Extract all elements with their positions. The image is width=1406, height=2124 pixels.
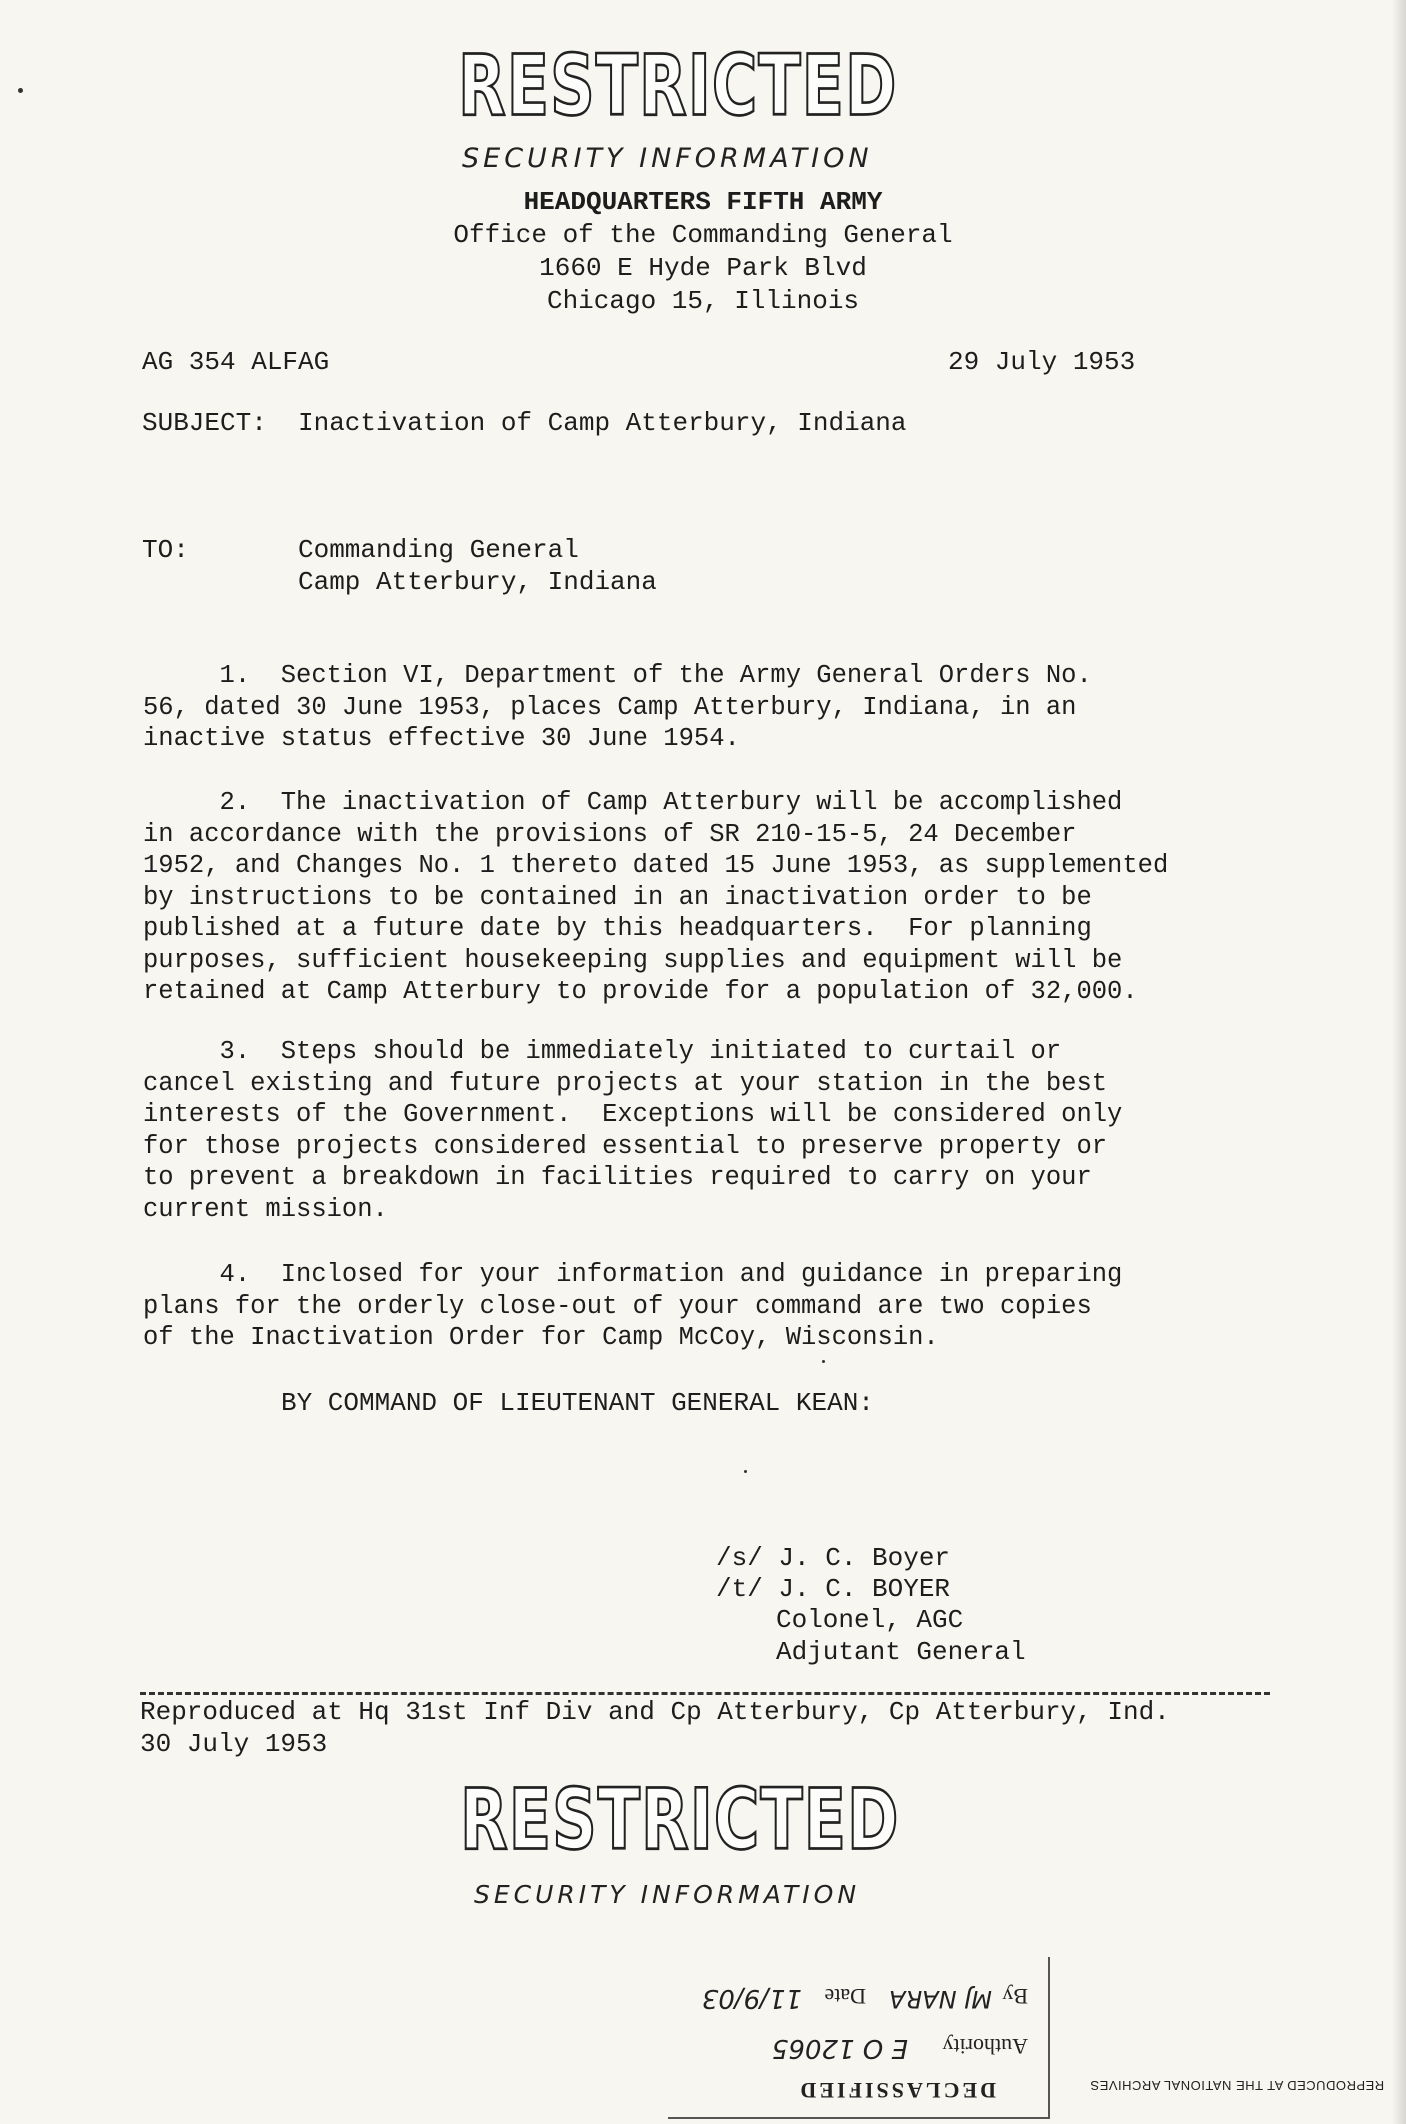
paragraph-4: 4. Inclosed for your information and guidance in preparing plans for the orderly close-out of your command are two copies of the Inactivation Order for Camp McCoy, Wisconsin. — [143, 1260, 1123, 1352]
file-reference: AG 354 ALFAG — [142, 347, 330, 377]
letterhead-hq: HEADQUARTERS FIFTH ARMY — [523, 187, 883, 217]
paragraph-2: 2. The inactivation of Camp Atterbury will be accomplished in accordance with the provisions of SR 210-15-5, 24 December 1952, and Changes No. 1 thereto dated 15 June 1953, as supplemented by instructions to be contained in an inactivation order to be published at a future date by this headquarters. For planning purposes, sufficient housekeeping supplies and equipment will be retained at Camp Atterbury to provide for a population of 32,000. — [143, 788, 1169, 1006]
to-addressee: Commanding General — [298, 535, 579, 565]
security-information-handwritten-top: SECURITY INFORMATION — [462, 143, 873, 174]
to-label: TO: — [142, 535, 189, 565]
signature-title: Adjutant General — [776, 1637, 1026, 1667]
subject-text: Inactivation of Camp Atterbury, Indiana — [298, 408, 907, 438]
date-value: 11/9/03 — [701, 1983, 802, 2013]
declassified-title: DECLASSIFIED — [797, 2078, 996, 2103]
reproduction-date: 30 July 1953 — [140, 1729, 328, 1759]
scan-speck — [822, 1360, 825, 1363]
letterhead-address: 1660 E Hyde Park Blvd — [539, 253, 867, 283]
signature-typed: /t/ J. C. BOYER — [716, 1574, 951, 1604]
signature-signed: /s/ J. C. Boyer — [716, 1543, 951, 1573]
by-label: By — [1002, 1984, 1028, 2009]
subject-label: SUBJECT: — [142, 408, 267, 438]
letterhead-city: Chicago 15, Illinois — [546, 286, 860, 316]
by-command-line: BY COMMAND OF LIEUTENANT GENERAL KEAN: — [281, 1388, 874, 1418]
reproduction-note: Reproduced at Hq 31st Inf Div and Cp Atterbury, Cp Atterbury, Ind. — [140, 1697, 1170, 1727]
security-information-handwritten-bottom: SECURITY INFORMATION — [474, 1880, 861, 1909]
paragraph-3: 3. Steps should be immediately initiated to curtail or cancel existing and future projects at your station in the best interests of the Government. Exceptions will be considered only for those projects considered essential to preserve property or to prevent a breakdown in facilities required to carry on your current mission. — [143, 1037, 1123, 1224]
declassified-stamp — [668, 1957, 1050, 2119]
national-archives-note: REPRODUCED AT THE NATIONAL ARCHIVES — [1090, 2078, 1385, 2093]
to-location: Camp Atterbury, Indiana — [298, 567, 657, 597]
scan-speck — [744, 1470, 747, 1473]
by-value: MJ NARA — [889, 1985, 992, 2013]
signature-rank: Colonel, AGC — [776, 1605, 964, 1635]
letterhead-office: Office of the Commanding General — [453, 220, 953, 250]
paragraph-1: 1. Section VI, Department of the Army General Orders No. 56, dated 30 June 1953, places Camp Atterbury, Indiana, in an inactive status effective 30 June 1954. — [143, 661, 1092, 753]
restricted-stamp-bottom: RESTRICTED — [460, 1770, 900, 1869]
letter-date: 29 July 1953 — [948, 347, 1136, 377]
authority-value: E O 12065 — [771, 2033, 908, 2063]
date-label: Date — [824, 1984, 866, 2009]
restricted-stamp-top: RESTRICTED — [458, 36, 898, 135]
dashed-divider — [140, 1692, 1270, 1695]
page-edge-shadow — [1392, 0, 1406, 2124]
scan-speck — [18, 88, 23, 93]
authority-label: Authority — [942, 2034, 1028, 2059]
